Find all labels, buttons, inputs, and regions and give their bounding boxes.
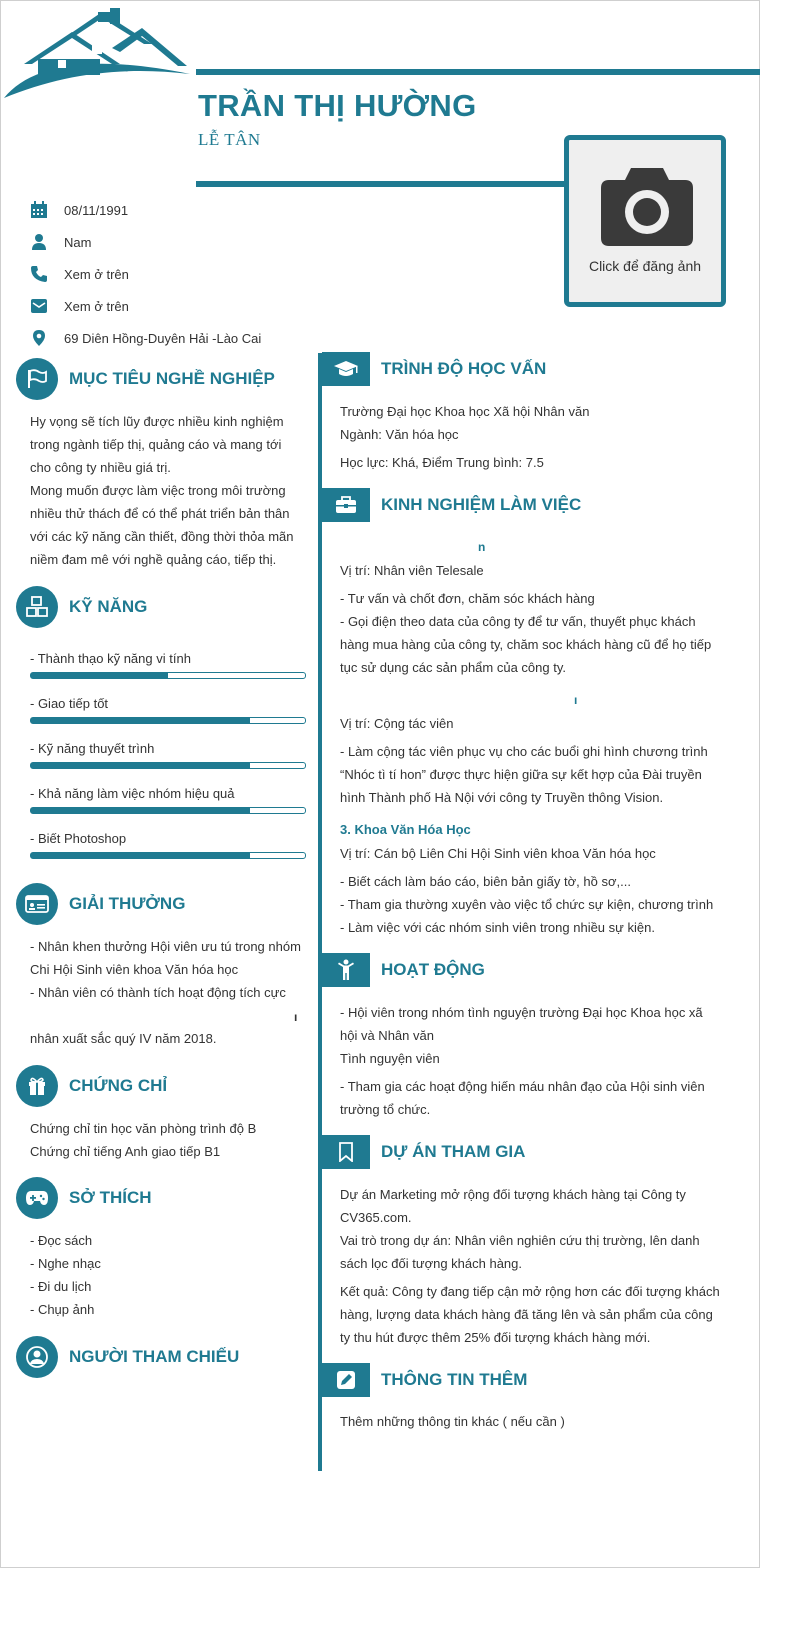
skill-item — [30, 650, 306, 679]
cubes-icon — [16, 586, 58, 628]
info-address — [30, 328, 261, 348]
hobby-line: - Chụp ảnh — [30, 1302, 95, 1317]
skill-item — [30, 695, 306, 724]
activity-line: - Tham gia các hoạt động hiến máu nhân đạo của Hội sinh viên — [340, 1079, 705, 1094]
edit-icon — [322, 1363, 370, 1397]
objective-line: trong ngành tiếp thị, quảng cáo và mang tới — [30, 437, 282, 452]
header-mid-line — [196, 181, 566, 187]
award-line: Chi Hội Sinh viên khoa Văn hóa học — [30, 962, 239, 977]
job2-position: Vị trí: Cộng tác viên — [340, 716, 454, 731]
skill-item — [30, 740, 306, 769]
skill-label: - Khả năng làm việc nhóm hiệu quả — [30, 786, 235, 801]
project-line: Vai trò trong dự án: Nhân viên nghiên cứu thị trường, lên danh — [340, 1233, 700, 1248]
project-line: Dự án Marketing mở rộng đối tượng khách hàng tại Công ty — [340, 1187, 686, 1202]
info-gender — [30, 232, 91, 252]
briefcase-icon — [322, 488, 370, 522]
education-major: Ngành: Văn hóa học — [340, 427, 459, 442]
objective-line: với các kỹ năng cần thiết, đồng thời thỏa mãn — [30, 529, 294, 544]
education-title: TRÌNH ĐỘ HỌC VẤN — [381, 359, 547, 378]
activities-heading — [322, 953, 485, 987]
project-line: CV365.com. — [340, 1210, 412, 1225]
graduation-cap-icon — [322, 352, 370, 386]
phone-value: Xem ở trên — [64, 266, 129, 282]
skill-fill — [31, 673, 168, 678]
email-value: Xem ở trên — [64, 298, 129, 314]
skill-bar — [30, 852, 306, 859]
skill-label: - Kỹ năng thuyết trình — [30, 741, 155, 756]
flag-icon — [16, 358, 58, 400]
job1-line: hàng mua hàng của công ty, chăm soc khách hàng cũ để họ tiếp — [340, 637, 712, 652]
activities-details-2 — [340, 1075, 750, 1121]
info-email — [30, 296, 129, 316]
hobbies-title: SỞ THÍCH — [69, 1188, 152, 1207]
experience-heading — [322, 488, 581, 522]
job2-mark: ı — [574, 693, 578, 707]
award-line: - Nhân khen thưởng Hội viên ưu tú trong nhóm — [30, 939, 301, 954]
skill-fill — [31, 808, 250, 813]
user-circle-icon — [16, 1336, 58, 1378]
job2-line: “Nhóc tì tí hon” được thực hiện giữa sự kết hợp của Đài truyền — [340, 767, 702, 782]
objective-line: cho công ty nhiều giá trị. — [30, 460, 171, 475]
job2-line: hình Thành phố Hà Nội với công ty Truyền thông Vision. — [340, 790, 664, 805]
awards-heading — [16, 882, 185, 926]
skill-fill — [31, 853, 250, 858]
certificates-title: CHỨNG CHỈ — [69, 1076, 168, 1095]
skill-bar — [30, 762, 306, 769]
projects-title: DỰ ÁN THAM GIA — [381, 1142, 526, 1161]
project-line: Kết quả: Công ty đang tiếp cận mở rộng hơn các đối tượng khách — [340, 1284, 720, 1299]
user-icon — [30, 233, 48, 251]
project-line: ty thu hút được thêm 25% đối tượng khách hàng mới. — [340, 1330, 651, 1345]
activity-line: hội và Nhân văn — [340, 1028, 434, 1043]
child-figure-icon — [322, 953, 370, 987]
job2-details — [340, 740, 750, 809]
hobby-line: - Đọc sách — [30, 1233, 93, 1248]
skill-label: - Giao tiếp tốt — [30, 696, 109, 711]
job3-position: Vị trí: Cán bộ Liên Chi Hội Sinh viên khoa Văn hóa học — [340, 846, 656, 861]
education-school: Trường Đại học Khoa học Xã hội Nhân văn — [340, 404, 590, 419]
certificates-text — [30, 1117, 320, 1163]
education-heading — [322, 352, 546, 386]
job3-line: - Tham gia thường xuyên vào việc tổ chức sự kiện, chương trình — [340, 897, 714, 912]
objective-line: niềm đam mê với nghề quảng cáo, tiếp thị. — [30, 552, 277, 567]
bookmark-icon — [322, 1135, 370, 1169]
experience-title: KINH NGHIỆM LÀM VIỆC — [381, 495, 582, 514]
id-card-icon — [16, 883, 58, 925]
job1-line: - Tư vấn và chốt đơn, chăm sóc khách hàng — [340, 591, 595, 606]
calendar-icon — [30, 201, 48, 219]
references-heading — [16, 1335, 239, 1379]
objective-title: MỤC TIÊU NGHỀ NGHIỆP — [69, 369, 275, 388]
photo-caption: Click để đăng ảnh — [588, 258, 702, 274]
objective-line: Hy vọng sẽ tích lũy được nhiều kinh nghiệm — [30, 414, 284, 429]
awards-title: GIẢI THƯỞNG — [69, 894, 186, 913]
address-value: 69 Diên Hồng-Duyên Hải -Lào Cai — [64, 330, 262, 346]
skill-bar — [30, 717, 306, 724]
skill-fill — [31, 718, 250, 723]
job2-line: - Làm cộng tác viên phục vụ cho các buổi ghi hình chương trình — [340, 744, 708, 759]
hobby-line: - Đi du lịch — [30, 1279, 92, 1294]
job-title: LỄ TÂN — [198, 130, 261, 149]
skill-bar — [30, 807, 306, 814]
gift-icon — [16, 1065, 58, 1107]
camera-icon — [601, 162, 693, 248]
hobbies-text — [30, 1229, 320, 1321]
info-phone — [30, 264, 129, 284]
skill-fill — [31, 763, 250, 768]
activity-role: Tình nguyện viên — [340, 1051, 440, 1066]
info-birthday — [30, 200, 128, 220]
gender-value: Nam — [64, 234, 92, 250]
job1-position: Vị trí: Nhân viên Telesale — [340, 563, 484, 578]
certificate-line: Chứng chỉ tin học văn phòng trình độ B — [30, 1121, 257, 1136]
job1-mark: n — [478, 540, 486, 554]
objective-line: nhiều thử thách để có thể phát triển bản thân — [30, 506, 290, 521]
award-last-line: nhân xuất sắc quý IV năm 2018. — [30, 1031, 217, 1046]
hobbies-heading — [16, 1176, 152, 1220]
award-mark: ı — [294, 1010, 298, 1024]
projects-heading — [322, 1135, 525, 1169]
project-result — [340, 1280, 750, 1349]
phone-icon — [30, 265, 48, 283]
job3-line: - Làm việc với các nhóm sinh viên trong nhiều sự kiện. — [340, 920, 655, 935]
hobby-line: - Nghe nhạc — [30, 1256, 101, 1271]
certificates-heading — [16, 1064, 167, 1108]
skill-bar — [30, 672, 306, 679]
certificate-line: Chứng chỉ tiếng Anh giao tiếp B1 — [30, 1144, 221, 1159]
job1-details — [340, 587, 750, 679]
objective-line: Mong muốn được làm việc trong môi trường — [30, 483, 286, 498]
activity-line: trường tổ chức. — [340, 1102, 431, 1117]
activities-details — [340, 1001, 750, 1070]
gamepad-icon — [16, 1177, 58, 1219]
job3-line: - Biết cách làm báo cáo, biên bản giấy tờ, hồ sơ,... — [340, 874, 631, 889]
extra-title: THÔNG TIN THÊM — [381, 1370, 528, 1389]
photo-upload[interactable] — [564, 135, 726, 307]
header-top-line — [196, 69, 760, 75]
mail-icon — [30, 297, 48, 315]
references-title: NGƯỜI THAM CHIẾU — [69, 1347, 240, 1366]
skills-title: KỸ NĂNG — [69, 597, 148, 616]
project-intro — [340, 1183, 750, 1275]
extra-text[interactable]: Thêm những thông tin khác ( nếu cần ) — [340, 1414, 565, 1429]
house-logo-icon — [2, 4, 192, 100]
job3-title: 3. Khoa Văn Hóa Học — [340, 822, 471, 837]
job1-line: tục sử dụng các sản phẩm của công ty. — [340, 660, 566, 675]
skills-heading — [16, 585, 147, 629]
extra-heading — [322, 1363, 527, 1397]
job3-details — [340, 870, 750, 939]
skill-label: - Biết Photoshop — [30, 831, 127, 846]
objective-text — [30, 410, 310, 571]
education-grade: Học lực: Khá, Điểm Trung bình: 7.5 — [340, 455, 544, 470]
project-line: sách lọc đối tượng khách hàng. — [340, 1256, 523, 1271]
project-line: hàng, lượng data khách hàng đã tăng lên và sản phẩm của công — [340, 1307, 713, 1322]
activities-title: HOẠT ĐỘNG — [381, 960, 485, 979]
award-line: - Nhân viên có thành tích hoạt động tích cực — [30, 985, 286, 1000]
activity-line: - Hội viên trong nhóm tình nguyện trường Đại học Khoa học xã — [340, 1005, 703, 1020]
objective-heading — [16, 357, 275, 401]
skill-label: - Thành thạo kỹ năng vi tính — [30, 651, 191, 666]
skill-item — [30, 830, 306, 859]
job1-line: - Gọi điện theo data của công ty để tư vấn, thuyết phục khách — [340, 614, 696, 629]
birthday-value: 08/11/1991 — [64, 202, 129, 218]
awards-text — [30, 935, 320, 1004]
candidate-name: TRẦN THỊ HƯỜNG — [198, 88, 477, 123]
skill-item — [30, 785, 306, 814]
map-pin-icon — [30, 329, 48, 347]
